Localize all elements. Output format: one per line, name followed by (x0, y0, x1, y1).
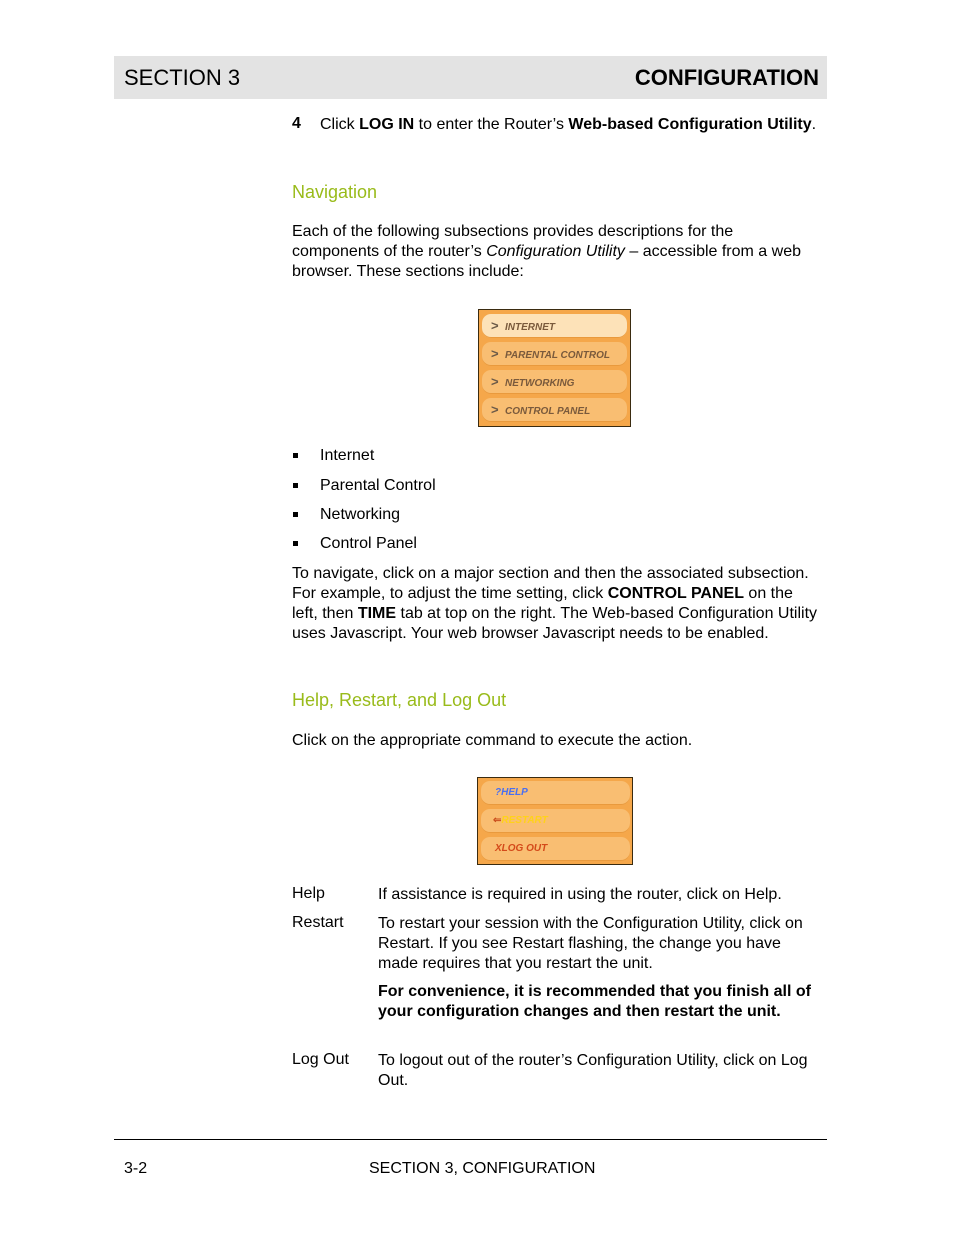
footer-section-title: SECTION 3, CONFIGURATION (369, 1160, 596, 1177)
restart-button[interactable] (481, 809, 630, 833)
command-menu-image (477, 777, 633, 865)
close-icon: X (495, 843, 502, 854)
menu-item-label: NETWORKING (505, 378, 575, 389)
section-title: CONFIGURATION (634, 65, 819, 90)
navigation-menu-image (478, 309, 631, 427)
definition-text: To logout out of the router’s Configuration Utility, click on Log Out. (378, 1052, 808, 1089)
question-icon: ? (495, 787, 502, 798)
definition-term: Help (292, 885, 325, 902)
menu-item-label: CONTROL PANEL (505, 406, 591, 417)
step-text: Click LOG IN to enter the Router’s Web-based Configuration Utility. (320, 116, 817, 133)
log-out-label: LOG OUT (501, 843, 548, 854)
page-number: 3-2 (124, 1160, 148, 1177)
chevron-right-icon: > (491, 318, 499, 333)
help-section-heading: Help, Restart, and Log Out (292, 690, 507, 710)
restart-arrow-icon: ⇐ (493, 815, 502, 826)
definition-text: To restart your session with the Configuration Utility, click on Restart. If you see Restart flashing, the change you have made requires that you restart the unit. (378, 915, 803, 972)
navigation-instructions: To navigate, click on a major section and then the associated subsection. For example, to adjust the time setting, click CONTROL PANEL on the left, then TIME tab at top on the right. The Web-based Configuration Utility uses Javascript. Your web browser Javascript needs to be enabled. (292, 565, 818, 642)
bullet-icon (293, 541, 298, 546)
section-header (114, 56, 827, 99)
help-button[interactable] (481, 781, 630, 805)
bullet-icon (293, 483, 298, 488)
log-out-button[interactable] (481, 837, 630, 861)
menu-item-control-panel[interactable] (482, 398, 627, 422)
menu-item-parental-control[interactable] (482, 342, 627, 366)
recommendation-note: For convenience, it is recommended that you finish all of your configuration changes and then restart the unit. (378, 983, 811, 1020)
step-number: 4 (292, 115, 301, 132)
bullet-icon (293, 453, 298, 458)
help-label: HELP (501, 787, 528, 798)
section-number: SECTION 3 (124, 65, 241, 90)
chevron-right-icon: > (491, 374, 499, 389)
bullet-icon (293, 512, 298, 517)
chevron-right-icon: > (491, 402, 499, 417)
navigation-intro: Each of the following subsections provides descriptions for the components of the router’s Configuration Utility – accessible from a web browser. These sections include: (292, 223, 801, 280)
definition-term: Log Out (292, 1051, 349, 1068)
definition-text: If assistance is required in using the router, click on Help. (378, 886, 782, 903)
menu-item-label: PARENTAL CONTROL (505, 350, 610, 361)
menu-item-networking[interactable] (482, 370, 627, 394)
navigation-heading: Navigation (292, 182, 378, 202)
menu-item-internet[interactable] (482, 314, 627, 338)
chevron-right-icon: > (491, 346, 499, 361)
menu-item-label: INTERNET (505, 322, 555, 333)
help-section-intro: Click on the appropriate command to execute the action. (292, 732, 693, 749)
restart-label: RESTART (501, 815, 548, 826)
definition-term: Restart (292, 914, 344, 931)
footer-divider (114, 1139, 827, 1140)
